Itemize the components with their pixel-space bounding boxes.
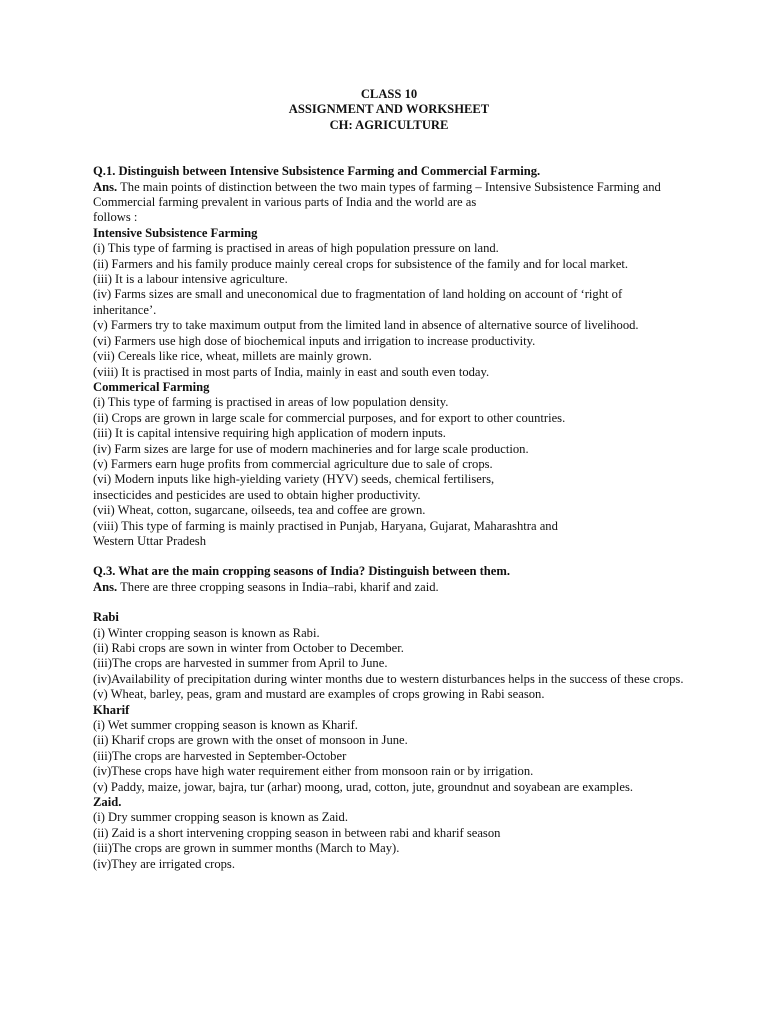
list-item: (iv)These crops have high water requirement either from monsoon rain or by irrigation. (93, 764, 534, 779)
list-item: (iv)Availability of precipitation during winter months due to western disturbances helps in the success of these crops. (93, 671, 684, 686)
answer-3-text: There are three cropping seasons in India–rabi, kharif and zaid. (117, 579, 439, 594)
list-item: (vii) Cereals like rice, wheat, millets are mainly grown. (93, 349, 372, 364)
list-item: (vi) Modern inputs like high-yielding variety (HYV) seeds, chemical fertilisers, (93, 472, 495, 487)
question-1-text: Q.1. Distinguish between Intensive Subsistence Farming and Commercial Farming. (93, 164, 541, 179)
list-item: (iii) It is a labour intensive agriculture. (93, 272, 288, 287)
list-item: (iv) Farm sizes are large for use of modern machineries and for large scale production. (93, 441, 529, 456)
list-item: (iv) Farms sizes are small and uneconomical due to fragmentation of land holding on account of ‘right of inheritance’. (93, 287, 623, 317)
question-1 (93, 164, 685, 549)
zaid-heading: Zaid. (93, 795, 122, 810)
kharif-points (93, 718, 685, 795)
list-item: (iii)The crops are harvested in September-October (93, 748, 347, 763)
answer-1-tail: follows : (93, 210, 138, 225)
worksheet-page (93, 87, 685, 872)
header-class: CLASS 10 (360, 87, 418, 101)
header-chapter: CH: AGRICULTURE (329, 117, 449, 132)
list-item: (i) Winter cropping season is known as Rabi. (93, 625, 320, 640)
list-item: (ii) Kharif crops are grown with the onset of monsoon in June. (93, 733, 408, 748)
list-item: (iii)The crops are grown in summer months (March to May). (93, 841, 400, 856)
list-item: (i) This type of farming is practised in areas of low population density. (93, 395, 449, 410)
list-item: (v) Farmers try to take maximum output from the limited land in absence of alternative source of livelihood. (93, 318, 639, 333)
list-item: (i) Dry summer cropping season is known as Zaid. (93, 810, 348, 825)
question-3-text: Q.3. What are the main cropping seasons of India? Distinguish between them. (93, 564, 511, 579)
list-item: (v) Wheat, barley, peas, gram and mustard are examples of crops growing in Rabi season. (93, 687, 545, 702)
list-item: (ii) Farmers and his family produce mainly cereal crops for subsistence of the family and for local market. (93, 256, 629, 271)
list-item: (vi) Farmers use high dose of biochemical inputs and irrigation to increase productivity. (93, 333, 536, 348)
list-item: (v) Paddy, maize, jowar, bajra, tur (arhar) moong, urad, cotton, jute, groundnut and soyabean are examples. (93, 779, 634, 794)
rabi-points (93, 626, 685, 703)
list-item: (i) Wet summer cropping season is known as Kharif. (93, 718, 358, 733)
zaid-points (93, 810, 685, 872)
answer-1-text: The main points of distinction between the two main types of farming – Intensive Subsistence Farming and Commercial farming prevalent in various parts of India and the world are as (93, 179, 661, 210)
list-item: (vii) Wheat, cotton, sugarcane, oilseeds, tea and coffee are grown. (93, 503, 426, 518)
list-item: (viii) It is practised in most parts of India, mainly in east and south even today. (93, 364, 490, 379)
list-item: (iv)They are irrigated crops. (93, 856, 235, 871)
list-item: (ii) Crops are grown in large scale for commercial purposes, and for export to other countries. (93, 410, 566, 425)
rabi-heading: Rabi (93, 610, 119, 625)
answer-label: Ans. (93, 179, 118, 194)
list-item: (v) Farmers earn huge profits from commercial agriculture due to sale of crops. (93, 456, 493, 471)
intensive-points (93, 241, 685, 380)
list-item: (i) This type of farming is practised in areas of high population pressure on land. (93, 241, 499, 256)
question-3 (93, 564, 685, 872)
list-item: (ii) Zaid is a short intervening cropping season in between rabi and kharif season (93, 825, 501, 840)
commercial-points (93, 395, 685, 549)
list-item: (iii)The crops are harvested in summer from April to June. (93, 656, 388, 671)
list-item: insecticides and pesticides are used to obtain higher productivity. (93, 487, 421, 502)
kharif-heading: Kharif (93, 702, 130, 717)
answer-1-intro (93, 180, 685, 211)
list-item: (viii) This type of farming is mainly practised in Punjab, Haryana, Gujarat, Maharashtra and (93, 518, 558, 533)
list-item: (iii) It is capital intensive requiring high application of modern inputs. (93, 426, 446, 441)
answer-label: Ans. (93, 579, 118, 594)
commercial-heading: Commerical Farming (93, 379, 210, 394)
list-item: (ii) Rabi crops are sown in winter from October to December. (93, 641, 404, 655)
list-item: Western Uttar Pradesh (93, 533, 206, 548)
intensive-heading: Intensive Subsistence Farming (93, 225, 258, 240)
answer-3-intro (93, 580, 685, 595)
document-header (93, 87, 685, 133)
header-title: ASSIGNMENT AND WORKSHEET (288, 102, 490, 117)
